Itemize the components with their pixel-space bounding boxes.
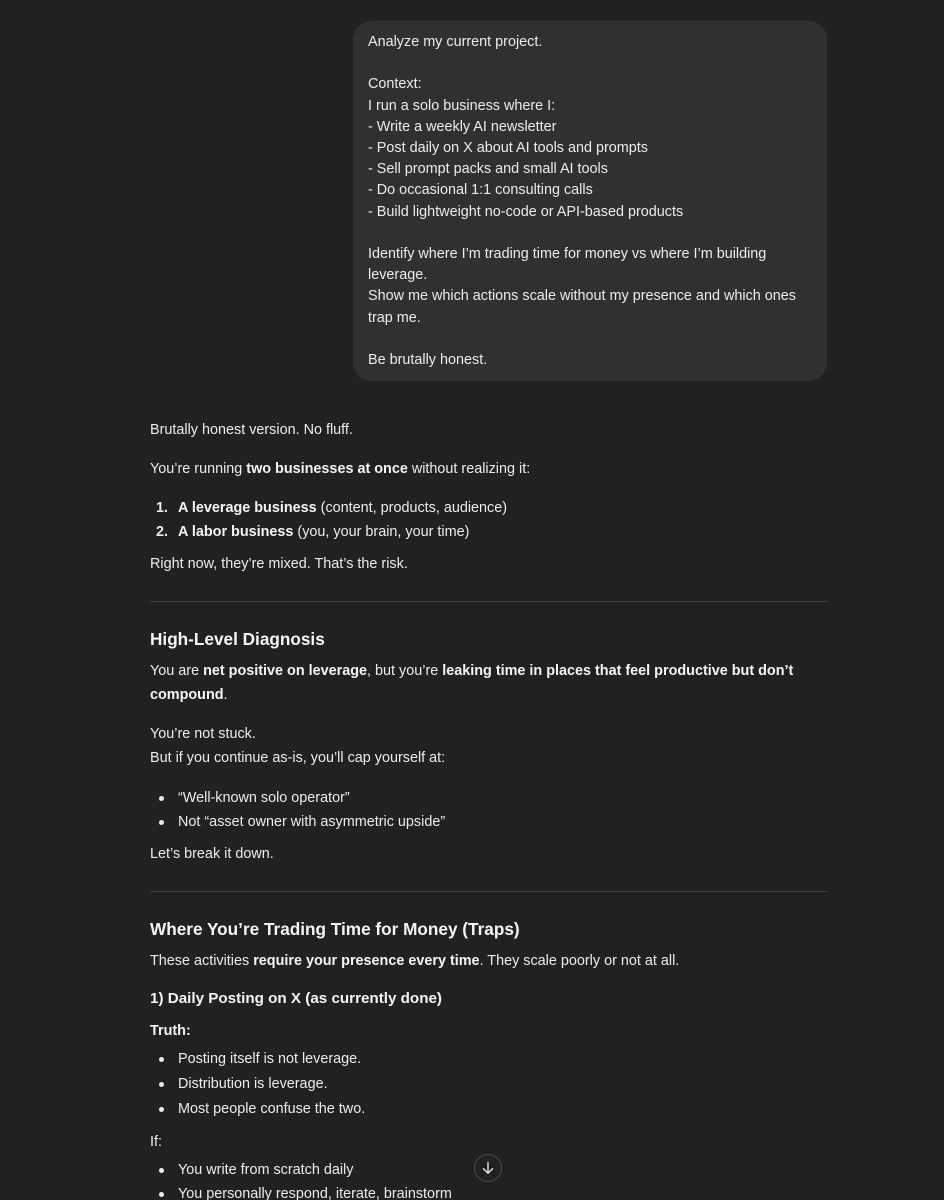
user-message-line: Show me which actions scale without my presence and which ones [368,288,796,305]
user-message-line: - Write a weekly AI newsletter [368,118,557,135]
arrow-down-icon [481,1161,495,1175]
list-item: You write from scratch daily [150,1158,828,1182]
traps-subheading: 1) Daily Posting on X (as currently done) [150,990,442,1007]
list-item: 1. A leverage business (content, products, audience) [156,500,508,516]
divider [150,601,828,602]
user-message-line [368,223,812,244]
user-message-line: - Build lightweight no-code or API-based products [368,203,684,220]
list-item: Not “asset owner with asymmetric upside” [150,810,828,834]
scroll-to-bottom-button[interactable] [474,1154,502,1182]
user-message-line: I run a solo business where I: [368,97,556,114]
if-label: If: [150,1134,162,1150]
list-item: Most people confuse the two. [150,1097,828,1122]
list-item: Distribution is leverage. [150,1072,828,1097]
diagnosis-stuck: You’re not stuck. But if you continue as-is, you’ll cap yourself at: [150,726,446,766]
truth-list [150,1047,828,1122]
user-message-line: leverage. [368,267,428,284]
breakdown-text: Let’s break it down. [150,846,274,862]
diagnosis-paragraph: You are net positive on leverage, but you’re leaking time in places that feel productive but don’t compound. [150,663,794,703]
list-item: “Well-known solo operator” [150,786,828,810]
user-message-bubble [353,21,827,381]
assistant-response [150,418,828,1200]
user-message-line: - Sell prompt packs and small AI tools [368,161,608,178]
user-message-line [368,53,812,74]
user-message-line: - Do occasional 1:1 consulting calls [368,182,593,199]
user-message-line: Identify where I’m trading time for money vs where I’m building [368,246,767,262]
list-item: 2. A labor business (you, your brain, your time) [156,524,470,540]
caps-list [150,786,828,834]
traps-paragraph: These activities require your presence every time. They scale poorly or not at all. [150,953,680,969]
truth-label: Truth: [150,1023,191,1039]
response-running: You’re running two businesses at once without realizing it: [150,461,531,477]
traps-heading: Where You’re Trading Time for Money (Traps) [150,919,520,939]
response-mixed: Right now, they’re mixed. That’s the risk. [150,556,408,572]
user-message-line: Analyze my current project. [368,34,543,50]
user-message-line: Context: [368,76,422,93]
response-intro: Brutally honest version. No fluff. [150,422,353,438]
divider [150,891,828,892]
user-message-line [368,329,812,350]
user-message-line: Be brutally honest. [368,352,488,368]
diagnosis-heading: High-Level Diagnosis [150,629,325,649]
user-message-line: trap me. [368,309,421,326]
list-item: Posting itself is not leverage. [150,1047,828,1072]
user-message-line: - Post daily on X about AI tools and prompts [368,140,648,156]
list-item: You personally respond, iterate, brainstorm [150,1182,828,1200]
business-list [150,496,828,544]
